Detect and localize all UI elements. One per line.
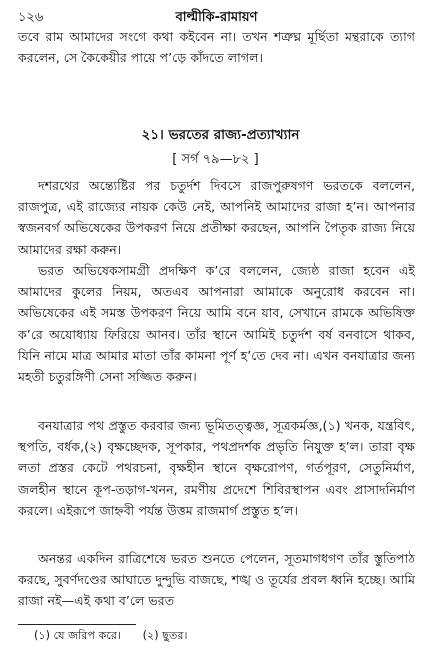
- footnote-divider: [18, 624, 136, 625]
- paragraph: দশরথের অন্ত্যেষ্টির পর চতুর্দশ দিবসে রাজপুরুষগণ ভরতকে বললেন, রাজপুত্র, এই রাজ্যের নায়ক কেউ নেই, আপনিই আমাদের রাজা হ’ন। আপনার স্বজনবর্গ অভিষেকের উপকরণ নিয়ে প্রতীক্ষা করছেন, আপনি পৈতৃক রাজ্য নিয়ে আমাদের রক্ষা করুন।: [18, 178, 415, 257]
- paragraph: ভরত অভিষেকসামগ্রী প্রদক্ষিণ ক’রে বললেন, জ্যেষ্ঠ রাজা হবেন এই আমাদের কুলের নিয়ম, অতএব আপনারা আমাকে অনুরোধ করবেন না। অভিষেকের এই সমস্ত উপকরণ নিয়ে আমি বনে যাব, সেখানে রামকে অভিষিক্ত ক’রে অযোধ্যায় ফিরিয়ে আনব। তাঁর স্থানে আমিই চতুর্দশ বর্ষ বনবাসে থাকব, যিনি নামে মাত্র আমার মাতা তাঁর কামনা পূর্ণ হ’তে দেব না। এখন বনযাত্রার জন্য মহতী চতুরঙ্গিণী সেনা সজ্জিত করুন।: [18, 263, 415, 385]
- paragraph-continuation: তবে রাম আমাদের সংগে কথা কইবেন না। তখন শত্রুঘ্ন মূর্ছিতা মন্থরাকে ত্যাগ করলেন, সে কৈকেয়ীর পায়ে প’ড়ে কাঁদতে লাগল।: [18, 29, 415, 66]
- chapter-title: ২১। ভরতের রাজ্য-প্রত্যাখ্যান: [141, 127, 300, 143]
- footnotes: [34, 628, 188, 644]
- sarga-range: [ সর্গ ৭৯—৮২ ]: [172, 152, 259, 167]
- footnote: (২) ছুতর।: [142, 629, 188, 642]
- footnote: (১) যে জরিপ করে।: [34, 629, 122, 642]
- running-title: বাল্মীকি-রামায়ণ: [175, 10, 258, 25]
- page-number: ১২৬: [18, 10, 44, 25]
- paragraph: অনন্তর একদিন রাত্রিশেষে ভরত শুনতে পেলেন, সূতমাগধগণ তাঁর স্তুতিপাঠ করছে, সুবর্ণদণ্ডের আঘাতে দুন্দুভি বাজছে, শঙ্খ ও তূর্যের প্রবল ধ্বনি হচ্ছে। আমি রাজা নই—এই কথা ব’লে ভরত: [18, 551, 415, 609]
- paragraph: বনযাত্রার পথ প্রস্তুত করবার জন্য ভূমিতত্ত্বজ্ঞ, সূত্রকর্মজ্ঞ,(১) খনক, যন্ত্রবিৎ, স্থপতি, বর্ধক,(২) বৃক্ষচ্ছেদক, সূপকার, পথপ্রদর্শক প্রভৃতি নিযুক্ত হ’ল। তারা বৃক্ষ লতা প্রস্তর কেটে পথরচনা, বৃক্ষহীন স্থানে বৃক্ষরোপণ, গর্তপূরণ, সেতুনির্মাণ, জলহীন স্থানে কূপ-তড়াগ-খনন, রমণীয় প্রদেশে শিবিরস্থাপন এবং প্রাসাদনির্মাণ করলে। এইরূপে জাহ্নবী পর্যন্ত উত্তম রাজমার্গ প্রস্তুত হ’ল।: [18, 418, 415, 518]
- page-header: [18, 8, 415, 28]
